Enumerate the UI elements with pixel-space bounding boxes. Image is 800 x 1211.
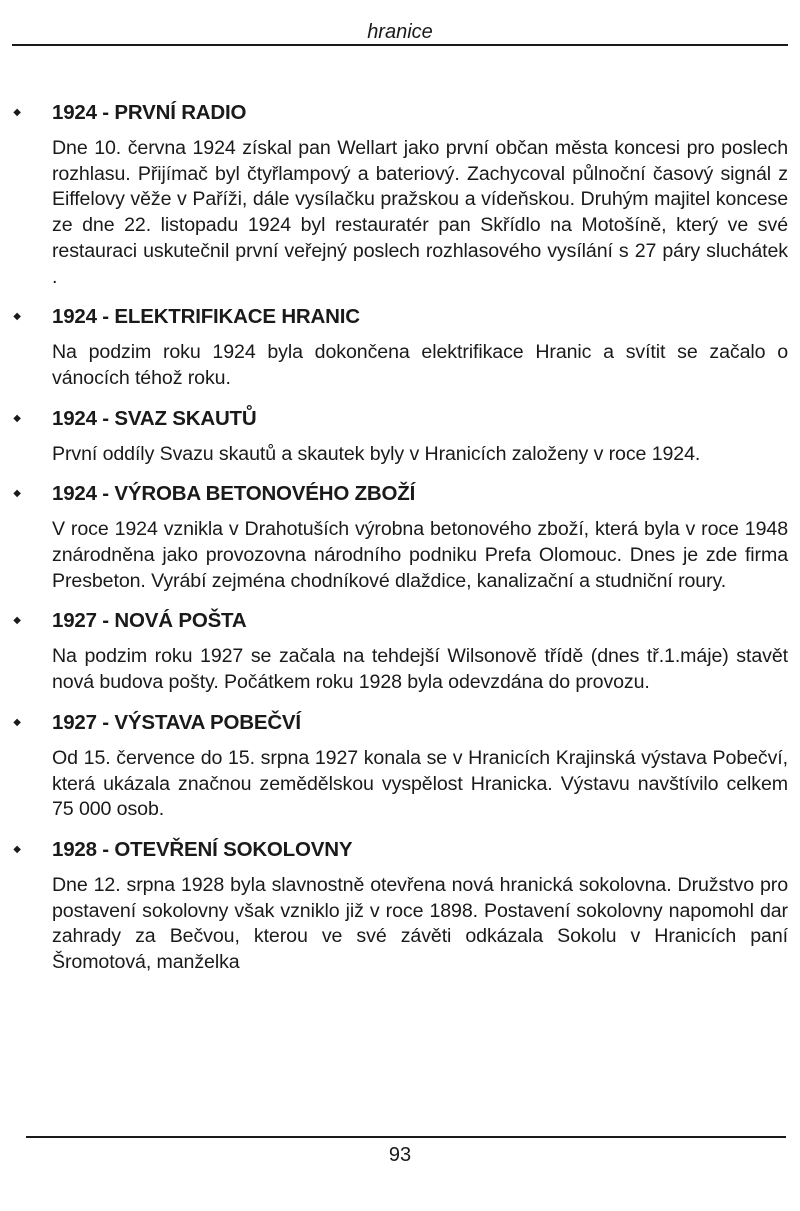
- entry-heading: [13, 302, 800, 332]
- entry-body-text: První oddíly Svazu skautů a skautek byly v Hranicích založeny v roce 1924.: [52, 442, 701, 465]
- entry-nova-posta: [0, 606, 800, 695]
- entry-heading-text: 1924 - PRVNÍ RADIO: [52, 101, 247, 124]
- entry-body-text: Na podzim roku 1924 byla dokončena elektrifikace Hranic a svítit se začalo o vánocích téhož roku.: [52, 341, 788, 389]
- diamond-bullet-icon: ◆: [13, 716, 21, 728]
- entry-heading-text: 1927 - NOVÁ POŠTA: [52, 609, 247, 633]
- entry-body-text: Od 15. července do 15. srpna 1927 konala se v Hranicích Krajinská výstava Pobečví, která ukázala značnou zemědělskou vyspělost Hranicka. Výstavu navštívilo celkem 75 000 osob.: [52, 746, 788, 821]
- entry-heading: [13, 835, 800, 865]
- entry-vyroba-betonu: [0, 479, 800, 594]
- entry-heading: [13, 606, 800, 636]
- entry-heading-text: 1924 - SVAZ SKAUTŮ: [52, 406, 257, 430]
- entry-elektrifikace: [0, 302, 800, 391]
- running-header-title: hranice: [367, 21, 433, 43]
- diamond-bullet-icon: ◆: [13, 488, 21, 500]
- entries-list: [0, 98, 800, 988]
- footer-rule: [26, 1136, 786, 1138]
- header-rule: [12, 44, 788, 46]
- entry-body-text: V roce 1924 vznikla v Drahotuších výrobna betonového zboží, která byla v roce 1948 znárodněna jako provozovna národního podniku Prefa Olomouc. Dnes je zde firma Presbeton. Vyrábí zejména chodníkové dlaždice, kanalizační a studniční roury.: [52, 518, 788, 592]
- entry-heading-text: 1927 - VÝSTAVA POBEČVÍ: [52, 710, 301, 734]
- entry-body-text: Dne 10. června 1924 získal pan Wellart jako první občan města koncesi pro poslech rozhlasu. Přijímač byl čtyřlampový a bateriový. Zachycoval půlnoční časový signál z Eiffelovy věže v Paříži, dále vysílačku pražskou a vídeňskou. Druhým majitel koncese ze dne 22. listopadu 1924 byl restauratér pan Skřídlo na Motošíně, který ve své restauraci uskutečnil první veřejný poslech rozhlasového vysílání s 27 páry sluchátek .: [52, 137, 788, 288]
- entry-heading-text: 1924 - VÝROBA BETONOVÉHO ZBOŽÍ: [52, 482, 416, 506]
- diamond-bullet-icon: ◆: [13, 412, 21, 424]
- entry-heading: [13, 404, 800, 434]
- entry-heading: [13, 479, 800, 509]
- entry-heading-text: 1924 - ELEKTRIFIKACE HRANIC: [52, 305, 360, 329]
- entry-vystava-pobecvi: [0, 708, 800, 823]
- entry-body-text: Dne 12. srpna 1928 byla slavnostně otevřena nová hranická sokolovna. Družstvo pro postavení sokolovny však vzniklo již v roce 1898. Postavení sokolovny napomohl dar zahrady za Bečvou, kterou ve své závěti odkázala Sokolu v Hranicích paní Šromotová, manželka: [52, 873, 788, 974]
- diamond-bullet-icon: ◆: [13, 311, 21, 323]
- entry-prvni-radio: [0, 98, 800, 290]
- entry-heading-text: 1928 - OTEVŘENÍ SOKOLOVNY: [52, 837, 353, 861]
- entry-heading: [13, 98, 800, 128]
- entry-body-text: Na podzim roku 1927 se začala na tehdejší Wilsonově třídě (dnes tř.1.máje) stavět nová budova pošty. Počátkem roku 1928 byla odevzdána do provozu.: [52, 645, 788, 694]
- entry-svaz-skautu: [0, 404, 800, 468]
- entry-heading: [13, 708, 800, 738]
- diamond-bullet-icon: ◆: [13, 615, 21, 627]
- diamond-bullet-icon: ◆: [13, 843, 21, 855]
- diamond-bullet-icon: ◆: [13, 107, 21, 118]
- entry-otevreni-sokolovny: [0, 835, 800, 976]
- page-number: 93: [388, 1144, 412, 1166]
